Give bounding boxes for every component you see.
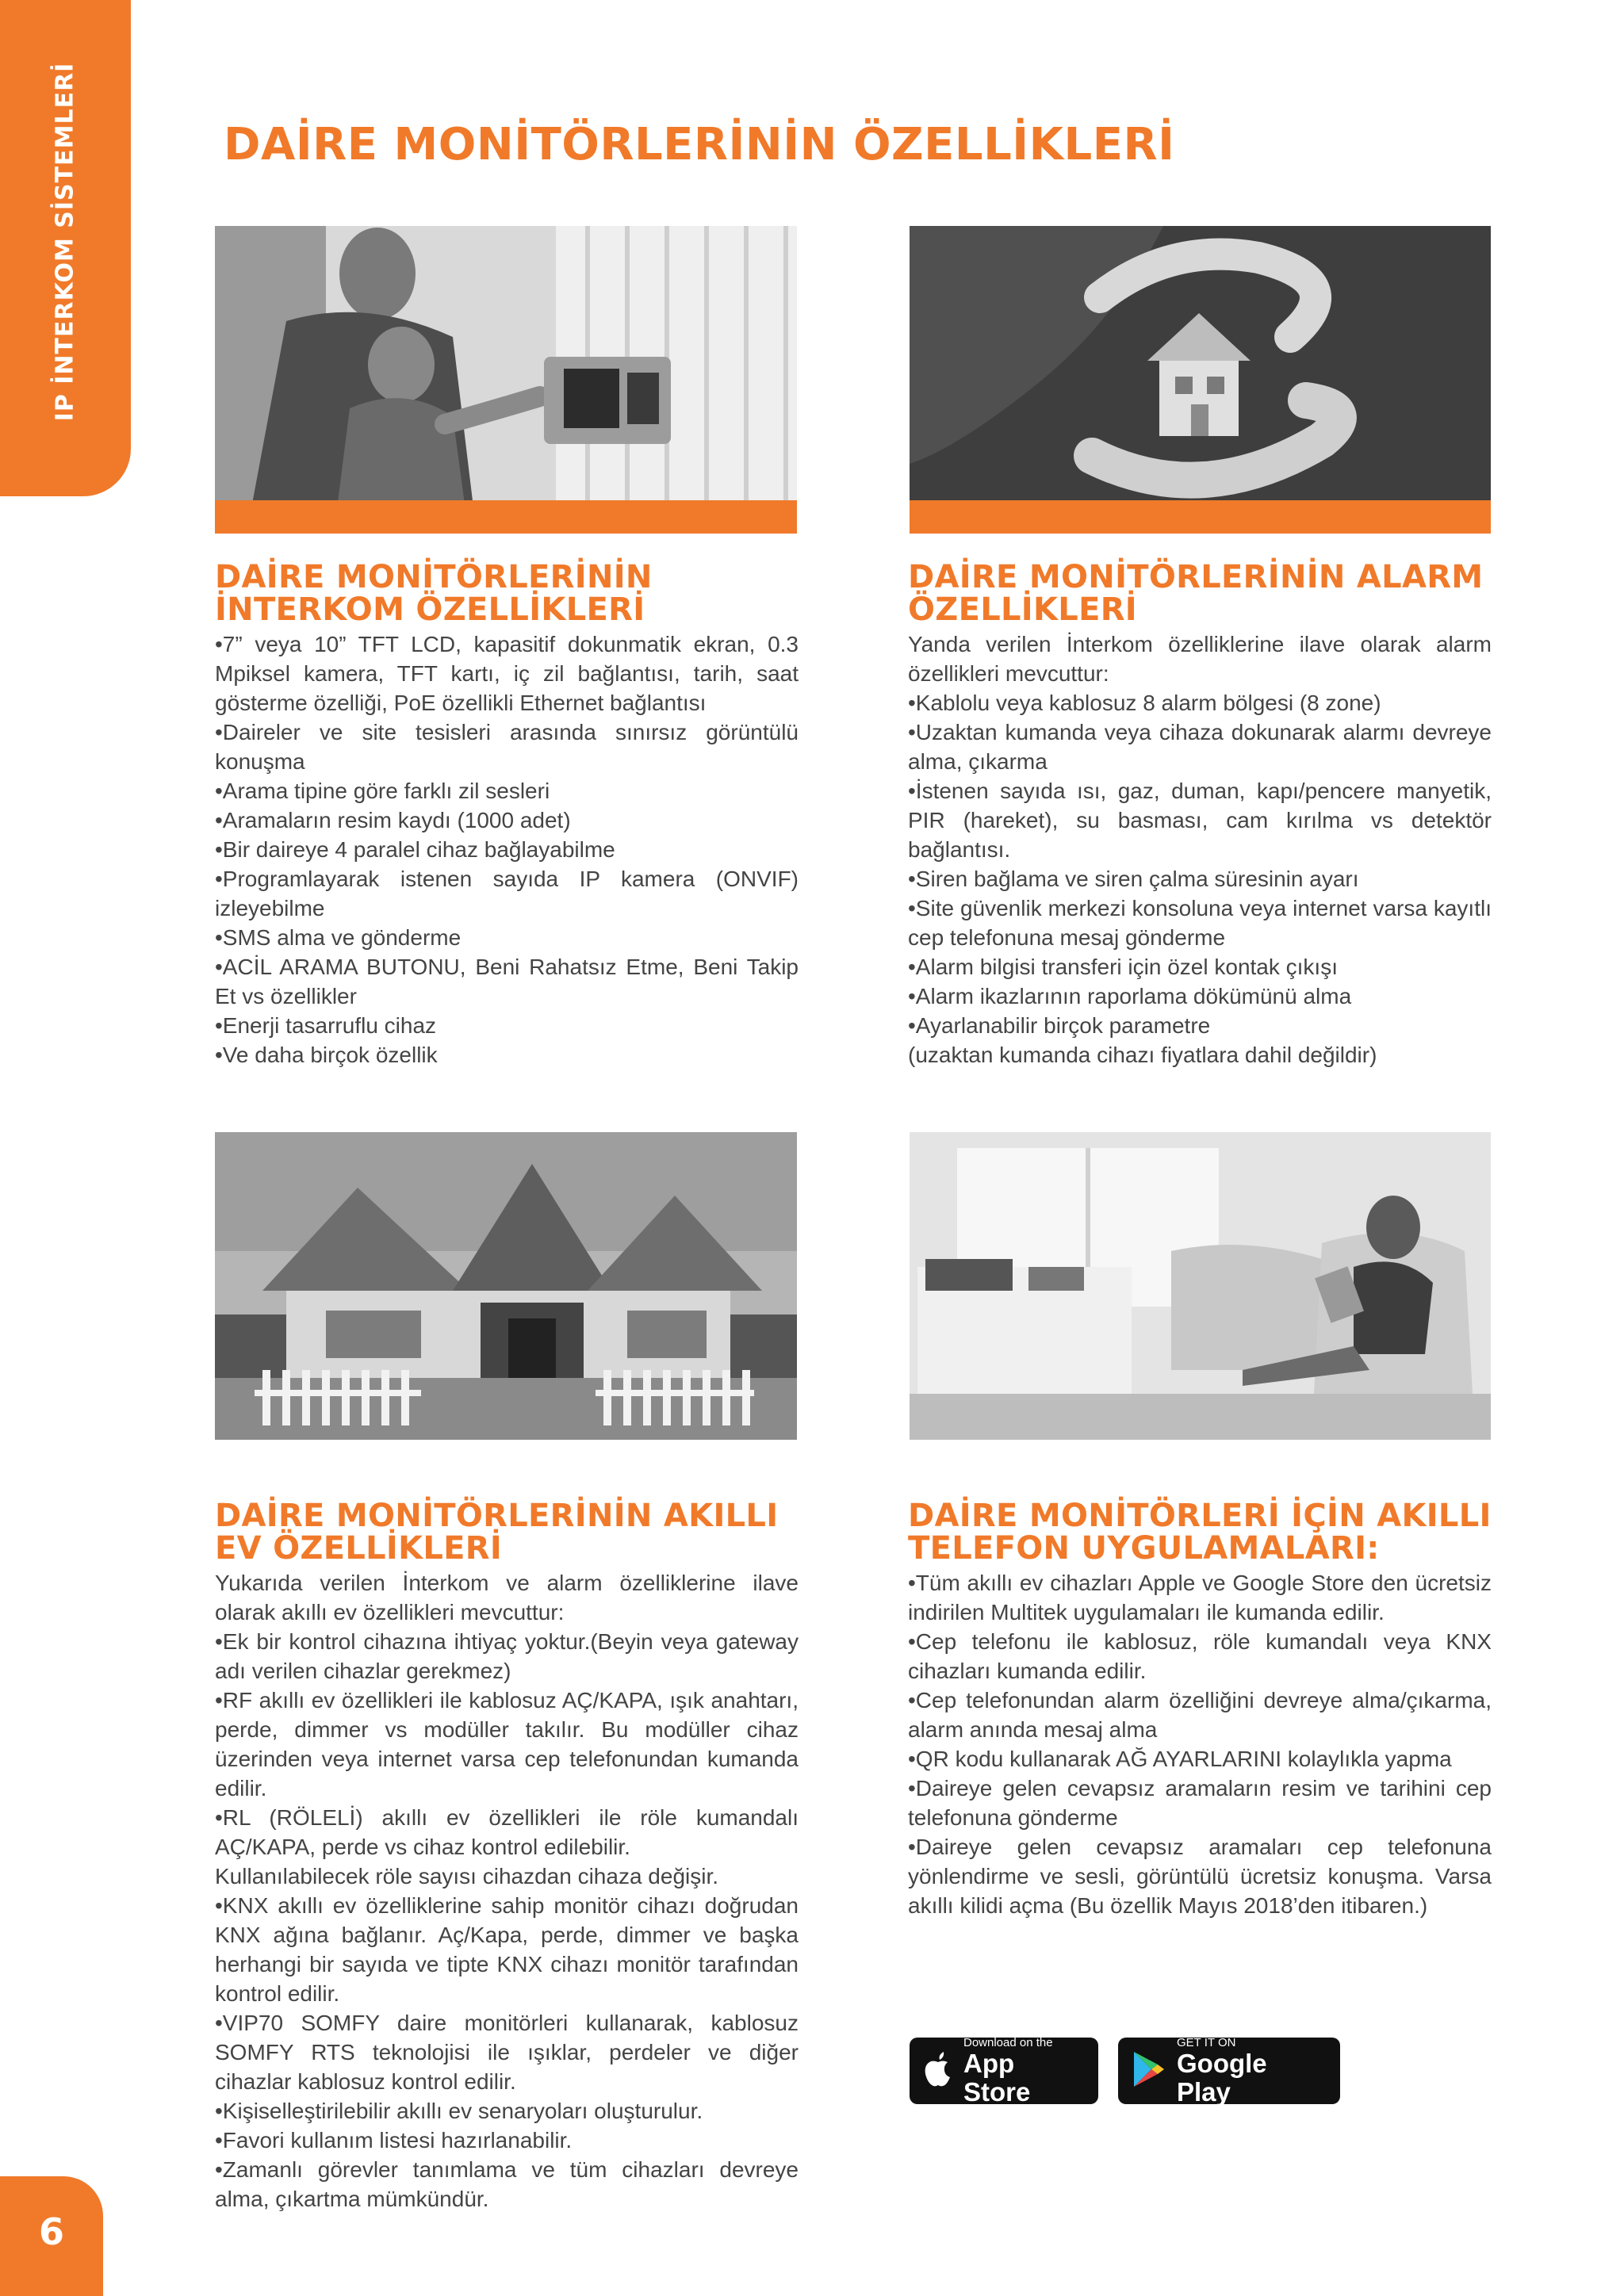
list-item: •Kişiselleştirilebilir akıllı ev senaryoları oluşturulur. (215, 2099, 703, 2123)
list-item: •Ayarlanabilir birçok parametre (908, 1013, 1211, 1038)
app-store-large-label: App Store (963, 2048, 1031, 2107)
list-item: •Zamanlı görevler tanımlama ve tüm cihazları devreye alma, çıkartma mümkündür. (215, 2157, 799, 2211)
google-play-text (1177, 2036, 1327, 2107)
list-item: •SMS alma ve gönderme (215, 925, 462, 950)
list-item: •Ek bir kontrol cihazına ihtiyaç yoktur.(Beyin veya gateway adı verilen cihazlar gerekmez) (215, 1629, 799, 1683)
photo-accent-bar (910, 500, 1491, 534)
list-item: •İstenen sayıda ısı, gaz, duman, kapı/pencere manyetik, PIR (hareket), su basması, cam kırılma vs detektör bağlantısı. (908, 779, 1492, 862)
list-item: •Bir daireye 4 paralel cihaz bağlayabilme (215, 837, 615, 862)
list-item: •Kablolu veya kablosuz 8 alarm bölgesi (8 zone) (908, 691, 1381, 715)
side-label: IP İNTERKOM SİSTEMLERİ (51, 62, 79, 422)
list-item: •Arama tipine göre farklı zil sesleri (215, 779, 550, 803)
section-body (215, 629, 799, 1070)
apple-icon (922, 2050, 954, 2092)
list-item: Kullanılabilecek röle sayısı cihazdan cihaza değişir. (215, 1864, 719, 1888)
section-apps (908, 1500, 1492, 1920)
list-item: •Site güvenlik merkezi konsoluna veya internet varsa kayıtlı cep telefonuna mesaj gönderme (908, 896, 1492, 950)
list-item: •Alarm bilgisi transferi için özel kontak çıkışı (908, 955, 1338, 979)
photo-intercom-family (215, 226, 797, 534)
list-item: •KNX akıllı ev özelliklerine sahip monitör cihazı doğrudan KNX ağına bağlanır. Aç/Kapa, perde, dimmer ve başka herhangi bir sayıda ve tipte KNX cihazı monitör tarafından kontrol edilir. (215, 1893, 799, 2006)
page-title: DAİRE MONİTÖRLERİNİN ÖZELLİKLERİ (224, 119, 1175, 170)
list-item: •Aramaların resim kaydı (1000 adet) (215, 808, 571, 832)
section-body (908, 1568, 1492, 1920)
section-intercom (215, 561, 799, 1070)
photo-hands-house (910, 226, 1491, 534)
list-item: •Programlayarak istenen sayıda IP kamera (ONVIF) izleyebilme (215, 867, 799, 920)
section-title: DAİRE MONİTÖRLERİNİN İNTERKOM ÖZELLİKLERİ (215, 559, 653, 628)
play-triangle-icon (1131, 2050, 1166, 2092)
list-item: •Daireler ve site tesisleri arasında sınırsız görüntülü konuşma (215, 720, 799, 774)
photo-accent-bar (215, 500, 797, 534)
list-item: •Cep telefonundan alarm özelliğini devreye alma/çıkarma, alarm anında mesaj alma (908, 1688, 1492, 1742)
list-item: •7” veya 10” TFT LCD, kapasitif dokunmatik ekran, 0.3 Mpiksel kamera, TFT kartı, iç zil bağlantısı, tarih, saat gösterme özelliği, PoE özellikli Ethernet bağlantısı (215, 632, 799, 715)
list-item: •RF akıllı ev özellikleri ile kablosuz AÇ/KAPA, ışık anahtarı, perde, dimmer vs modüller takılır. Bu modüller cihaz üzerinden veya internet varsa cep telefonundan kumanda edilir. (215, 1688, 799, 1800)
google-play-badge[interactable] (1118, 2035, 1340, 2107)
list-item: •RL (RÖLELİ) akıllı ev özellikleri ile röle kumandalı AÇ/KAPA, perde vs cihaz kontrol edilebilir. (215, 1805, 799, 1859)
google-play-large-label: Google Play (1177, 2048, 1267, 2107)
app-store-small-label: Download on the (963, 2035, 1053, 2049)
section-smart-home (215, 1500, 799, 2214)
list-item: •Siren bağlama ve siren çalma süresinin ayarı (908, 867, 1359, 891)
section-body (215, 1568, 799, 2214)
page-number: 6 (38, 2210, 64, 2253)
section-title: DAİRE MONİTÖRLERİNİN AKILLI EV ÖZELLİKLERİ (215, 1498, 779, 1567)
photo-woman-tablet (910, 1132, 1491, 1440)
list-item: •Tüm akıllı ev cihazları Apple ve Google Store den ücretsiz indirilen Multitek uygulamaları ile kumanda edilir. (908, 1571, 1492, 1624)
side-tab (0, 0, 131, 496)
section-body (908, 629, 1492, 1070)
list-item: •Cep telefonu ile kablosuz, röle kumandalı veya KNX cihazları kumanda edilir. (908, 1629, 1492, 1683)
section-title: DAİRE MONİTÖRLERİ İÇİN AKILLI TELEFON UYGULAMALARI: (908, 1498, 1492, 1567)
list-item: •Alarm ikazlarının raporlama dökümünü alma (908, 984, 1352, 1008)
photo-house (215, 1132, 797, 1440)
list-item: •Ve daha birçok özellik (215, 1043, 438, 1067)
list-item: •ACİL ARAMA BUTONU, Beni Rahatsız Etme, Beni Takip Et vs özellikler (215, 955, 799, 1008)
section-title: DAİRE MONİTÖRLERİNİN ALARM ÖZELLİKLERİ (908, 559, 1484, 628)
google-play-small-label: GET IT ON (1177, 2035, 1236, 2049)
app-store-badge[interactable] (910, 2035, 1098, 2107)
list-item: •VIP70 SOMFY daire monitörleri kullanarak, kablosuz SOMFY RTS teknolojisi ile ışıklar, perdeler ve diğer cihazlar kablosuz kontrol edilir. (215, 2011, 799, 2094)
list-item: Yanda verilen İnterkom özelliklerine ilave olarak alarm özellikleri mevcuttur: (908, 632, 1492, 686)
list-item: •Daireye gelen cevapsız aramaları cep telefonuna yönlendirme ve sesli, görüntülü ücretsiz konuşma. Varsa akıllı kilidi açma (Bu özellik Mayıs 2018’den itibaren.) (908, 1835, 1492, 1918)
list-item: •Favori kullanım listesi hazırlanabilir. (215, 2128, 573, 2152)
list-item: (uzaktan kumanda cihazı fiyatlara dahil değildir) (908, 1043, 1377, 1067)
list-item: •Enerji tasarruflu cihaz (215, 1013, 437, 1038)
list-item: •QR kodu kullanarak AĞ AYARLARINI kolaylıkla yapma (908, 1747, 1452, 1771)
list-item: •Uzaktan kumanda veya cihaza dokunarak alarmı devreye alma, çıkarma (908, 720, 1492, 774)
list-item: •Daireye gelen cevapsız aramaların resim ve tarihini cep telefonuna gönderme (908, 1776, 1492, 1830)
list-item: Yukarıda verilen İnterkom ve alarm özelliklerine ilave olarak akıllı ev özellikleri mevcuttur: (215, 1571, 799, 1624)
section-alarm (908, 561, 1492, 1070)
app-store-text (963, 2036, 1086, 2107)
